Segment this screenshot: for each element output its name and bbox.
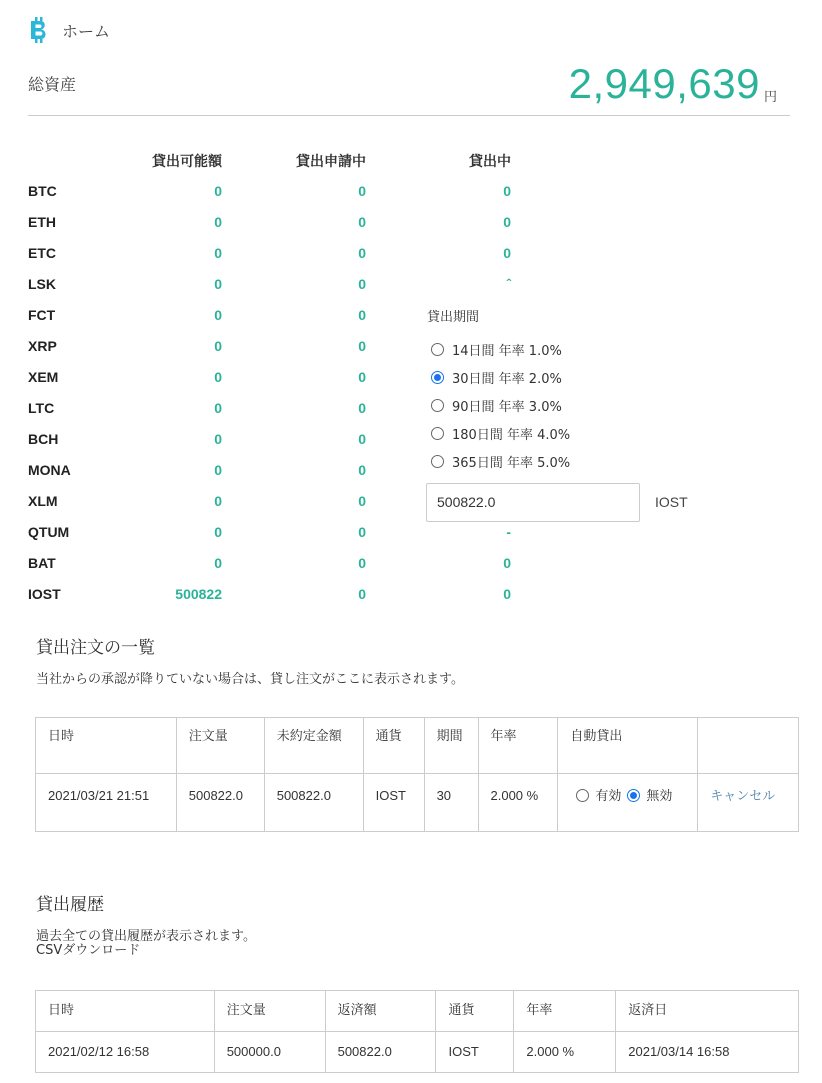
history-header-datetime: 日時 xyxy=(36,991,215,1032)
balance-row-etc xyxy=(0,245,822,276)
applying-value: 0 xyxy=(358,276,366,292)
orders-header-period: 期間 xyxy=(424,718,478,774)
period-radio[interactable] xyxy=(431,455,444,468)
applying-value: 0 xyxy=(358,555,366,571)
order-datetime: 2021/03/21 21:51 xyxy=(36,774,177,832)
coin-name: MONA xyxy=(28,462,71,478)
order-rate: 2.000 % xyxy=(478,774,558,832)
orders-description: 当社からの承認が降りていない場合は、貸し注文がここに表示されます。 xyxy=(36,672,464,687)
orders-header-auto: 自動貸出 xyxy=(558,718,698,774)
available-value: 0 xyxy=(214,214,222,230)
period-option[interactable] xyxy=(427,419,570,447)
available-value: 0 xyxy=(214,369,222,385)
available-value: 0 xyxy=(214,245,222,261)
history-header-repaid: 返済額 xyxy=(325,991,436,1032)
lending-value: 0 xyxy=(503,245,511,261)
applying-value: 0 xyxy=(358,307,366,323)
available-value: 0 xyxy=(214,276,222,292)
orders-header-row xyxy=(36,718,799,774)
history-header-repay-date: 返済日 xyxy=(616,991,799,1032)
total-assets-label: 総資産 xyxy=(28,75,77,94)
balance-row-iost xyxy=(0,586,822,617)
available-value: 0 xyxy=(214,183,222,199)
applying-value: 0 xyxy=(358,245,366,261)
coin-name: IOST xyxy=(28,586,61,602)
orders-header-action xyxy=(698,718,799,774)
lending-value: 0 xyxy=(503,183,511,199)
period-option-label: 90日間 年率 3.0% xyxy=(452,399,562,415)
applying-value: 0 xyxy=(358,214,366,230)
lending-value: 0 xyxy=(503,586,511,602)
balance-row-xrp xyxy=(0,338,822,369)
history-repaid: 500822.0 xyxy=(325,1032,436,1073)
lending-period-panel xyxy=(427,306,570,475)
applying-value: 0 xyxy=(358,369,366,385)
period-option[interactable] xyxy=(427,335,570,363)
order-action xyxy=(698,774,799,832)
applying-value: 0 xyxy=(358,586,366,602)
lending-amount-unit: IOST xyxy=(655,494,688,510)
total-assets-unit: 円 xyxy=(763,90,777,105)
period-title: 貸出期間 xyxy=(427,310,480,325)
balance-row-btc xyxy=(0,183,822,214)
bitcoin-icon[interactable] xyxy=(28,14,50,46)
history-title: 貸出履歴 xyxy=(36,895,104,915)
header-lending: 貸出中 xyxy=(469,154,511,170)
available-value: 0 xyxy=(214,307,222,323)
order-unfilled: 500822.0 xyxy=(264,774,363,832)
period-option-label: 365日間 年率 5.0% xyxy=(452,455,571,471)
csv-download-link[interactable]: CSVダウンロード xyxy=(36,943,141,958)
lending-value: - xyxy=(506,524,511,540)
available-value: 0 xyxy=(214,493,222,509)
history-rate: 2.000 % xyxy=(514,1032,616,1073)
auto-lend-on-label: 有効 xyxy=(595,788,622,803)
orders-header-datetime: 日時 xyxy=(36,718,177,774)
order-amount: 500822.0 xyxy=(176,774,264,832)
auto-lend-off-label: 無効 xyxy=(646,788,673,803)
balance-row-lsk xyxy=(0,276,822,307)
coin-name: BAT xyxy=(28,555,56,571)
balance-row-xlm xyxy=(0,493,822,524)
history-header-rate: 年率 xyxy=(514,991,616,1032)
period-radio[interactable] xyxy=(431,371,444,384)
history-header-currency: 通貨 xyxy=(436,991,514,1032)
balance-row-xem xyxy=(0,369,822,400)
period-radio[interactable] xyxy=(431,427,444,440)
orders-header-rate: 年率 xyxy=(478,718,558,774)
applying-value: 0 xyxy=(358,431,366,447)
period-option[interactable] xyxy=(427,391,570,419)
period-option[interactable] xyxy=(427,363,570,391)
header xyxy=(28,14,110,46)
applying-value: 0 xyxy=(358,493,366,509)
coin-name: LSK xyxy=(28,276,56,292)
auto-lend-off-radio[interactable] xyxy=(627,789,640,802)
lending-value: ˆ xyxy=(506,276,511,292)
history-header-row xyxy=(36,991,799,1032)
coin-name: ETH xyxy=(28,214,56,230)
history-amount: 500000.0 xyxy=(214,1032,325,1073)
order-currency: IOST xyxy=(363,774,424,832)
lending-value: 0 xyxy=(503,555,511,571)
balance-row-fct xyxy=(0,307,822,338)
period-option[interactable] xyxy=(427,447,570,475)
available-value: 0 xyxy=(214,524,222,540)
history-table xyxy=(35,990,799,1073)
coin-name: XEM xyxy=(28,369,59,385)
divider xyxy=(28,115,790,116)
balance-row-bat xyxy=(0,555,822,586)
orders-table xyxy=(35,717,799,832)
period-option-label: 30日間 年率 2.0% xyxy=(452,371,562,387)
history-header-amount: 注文量 xyxy=(214,991,325,1032)
table-row xyxy=(36,774,799,832)
auto-lend-on-radio[interactable] xyxy=(576,789,589,802)
history-currency: IOST xyxy=(436,1032,514,1073)
orders-header-amount: 注文量 xyxy=(176,718,264,774)
orders-header-unfilled: 未約定金額 xyxy=(264,718,363,774)
available-value: 0 xyxy=(214,338,222,354)
order-period: 30 xyxy=(424,774,478,832)
balance-row-eth xyxy=(0,214,822,245)
applying-value: 0 xyxy=(358,183,366,199)
coin-name: ETC xyxy=(28,245,56,261)
period-radio[interactable] xyxy=(431,343,444,356)
coin-name: XRP xyxy=(28,338,57,354)
balance-row-bch xyxy=(0,431,822,462)
cancel-order-link[interactable]: キャンセル xyxy=(710,788,776,803)
coin-name: BTC xyxy=(28,183,57,199)
history-description: 過去全ての貸出履歴が表示されます。 xyxy=(36,929,256,944)
coin-name: XLM xyxy=(28,493,58,509)
order-auto-lend xyxy=(558,774,698,832)
lending-amount-input[interactable]: 500822.0 xyxy=(426,483,640,522)
applying-value: 0 xyxy=(358,400,366,416)
header-available: 貸出可能額 xyxy=(152,154,222,170)
available-value: 500822 xyxy=(175,586,222,602)
applying-value: 0 xyxy=(358,338,366,354)
table-row xyxy=(36,1032,799,1073)
history-datetime: 2021/02/12 16:58 xyxy=(36,1032,215,1073)
coin-name: QTUM xyxy=(28,524,70,540)
coin-name: FCT xyxy=(28,307,56,323)
home-link[interactable]: ホーム xyxy=(62,21,111,41)
header-applying: 貸出申請中 xyxy=(296,154,366,170)
history-repay-date: 2021/03/14 16:58 xyxy=(616,1032,799,1073)
applying-value: 0 xyxy=(358,524,366,540)
coin-name: BCH xyxy=(28,431,59,447)
balance-row-qtum xyxy=(0,524,822,555)
available-value: 0 xyxy=(214,555,222,571)
period-option-label: 180日間 年率 4.0% xyxy=(452,427,571,443)
available-value: 0 xyxy=(214,462,222,478)
balance-row-ltc xyxy=(0,400,822,431)
lending-value: 0 xyxy=(503,214,511,230)
period-radio[interactable] xyxy=(431,399,444,412)
orders-title: 貸出注文の一覧 xyxy=(36,638,155,658)
coin-name: LTC xyxy=(28,400,55,416)
orders-header-currency: 通貨 xyxy=(363,718,424,774)
total-assets-value: 2,949,639 xyxy=(568,60,760,107)
available-value: 0 xyxy=(214,431,222,447)
available-value: 0 xyxy=(214,400,222,416)
period-option-label: 14日間 年率 1.0% xyxy=(452,343,562,359)
applying-value: 0 xyxy=(358,462,366,478)
balance-row-mona xyxy=(0,462,822,493)
